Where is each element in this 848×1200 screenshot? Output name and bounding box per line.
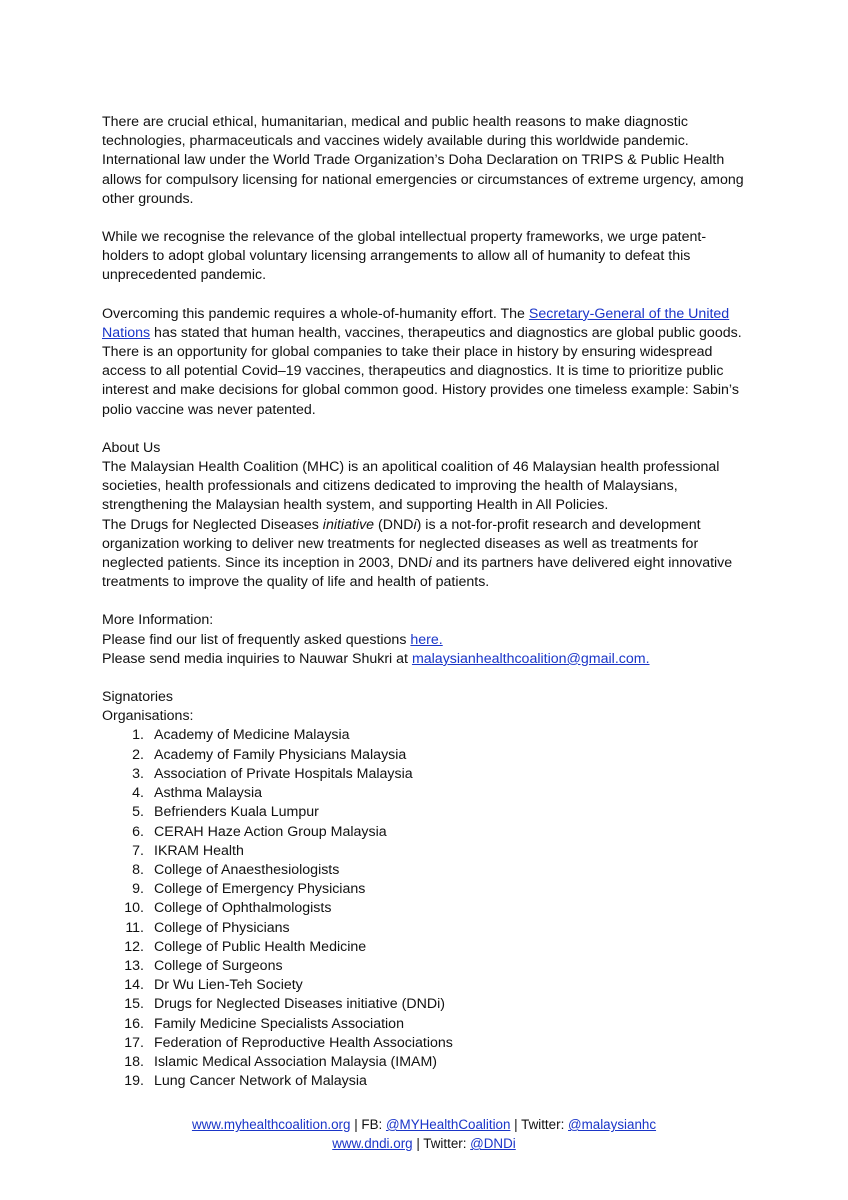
organisations-list — [102, 726, 752, 1091]
text-italic: initiative — [322, 516, 375, 533]
text: is a not-for-profit research and development organization working to deliver new treatments for neglected diseases as well as treatments for neglected patients. Since its inception in 2003, DND — [102, 516, 701, 572]
paragraph-ethical-reasons: There are crucial ethical, humanitarian, medical and public health reasons to make diagnostic technologies, pharmaceuticals and vaccines widely available during this worldwide pandemic. International law under the World Trade Organization’s Doha Declaration on TRIPS & Public Health allows for compulsory licensing for national emergencies or circumstances of extreme urgency, among other grounds. — [102, 114, 744, 207]
list-number: 18. — [124, 1053, 144, 1070]
list-item — [102, 899, 752, 918]
list-number: 6. — [132, 823, 144, 840]
faq-line — [102, 631, 752, 650]
text: ) — [416, 516, 422, 533]
list-number: 1. — [132, 727, 144, 744]
paragraph-global-goods — [102, 305, 752, 420]
list-number: 11. — [125, 919, 144, 936]
media-line — [102, 650, 752, 669]
organisation-name: Family Medicine Specialists Association — [154, 1015, 404, 1032]
list-item — [102, 1034, 752, 1053]
text: The — [102, 516, 131, 533]
dndi-site-link[interactable]: www.dndi.org — [332, 1136, 413, 1151]
list-item — [102, 976, 752, 995]
organisation-name: Academy of Medicine Malaysia — [154, 727, 350, 744]
list-number: 16. — [124, 1015, 144, 1032]
list-item — [102, 746, 752, 765]
list-item — [102, 784, 752, 803]
twitter-mhc-link[interactable]: @malaysianhc — [568, 1117, 657, 1132]
organisation-name: Dr Wu Lien-Teh Society — [154, 977, 303, 994]
list-number: 17. — [124, 1034, 144, 1051]
list-number: 15. — [124, 996, 144, 1013]
list-item — [102, 1072, 752, 1091]
list-item — [102, 938, 752, 957]
list-number: 10. — [124, 900, 144, 917]
list-number: 8. — [132, 861, 144, 878]
list-item — [102, 765, 752, 784]
organisation-name: College of Ophthalmologists — [154, 900, 332, 917]
footer-line-2 — [0, 1134, 848, 1153]
organisation-name: Asthma Malaysia — [154, 785, 263, 802]
organisation-name: College of Emergency Physicians — [154, 881, 366, 898]
organisation-name: IKRAM Health — [154, 842, 244, 859]
organisation-name: College of Physicians — [154, 919, 290, 936]
list-number: 12. — [124, 938, 144, 955]
organisation-name: Drugs for Neglected Diseases initiative (DNDi) — [154, 996, 445, 1013]
list-number: 13. — [124, 957, 144, 974]
signatories-heading: Signatories — [102, 689, 173, 706]
email-link[interactable]: malaysianhealthcoalition@gmail.com. — [411, 650, 650, 667]
text: Drugs for Neglected Diseases — [130, 516, 323, 533]
text: The — [102, 459, 131, 476]
facebook-link[interactable]: @MYHealthCoalition — [385, 1117, 511, 1132]
list-number: 2. — [132, 746, 144, 763]
text: is an apolitical coalition of 46 Malaysian health professional societies, health professionals and citizens dedicated to improving the health of Malaysians, strengthening the Malaysian health system, and supporting Health in All Policies. — [102, 459, 720, 514]
faq-link[interactable]: here. — [410, 631, 443, 648]
mhc-description — [102, 458, 752, 516]
list-number: 9. — [132, 881, 144, 898]
page-footer — [0, 1115, 848, 1153]
separator: | Twitter: — [412, 1136, 471, 1151]
list-item — [102, 1015, 752, 1034]
text: and its partners have delivered eight innovative treatments to improve the quality of life and health of patients. — [102, 555, 733, 591]
organisation-name: Islamic Medical Association Malaysia (IMAM) — [154, 1053, 438, 1070]
list-item — [102, 1053, 752, 1072]
text-italic: i — [413, 516, 417, 533]
list-item — [102, 995, 752, 1014]
organisation-name: CERAH Haze Action Group Malaysia — [154, 823, 387, 840]
dndi-name — [130, 517, 421, 533]
list-number: 3. — [132, 765, 144, 782]
organisation-name: Federation of Reproductive Health Associations — [154, 1034, 453, 1051]
list-number: 7. — [132, 842, 144, 859]
un-secretary-general-link[interactable]: Secretary-General of the United Nations — [102, 305, 730, 341]
list-item — [102, 803, 752, 822]
separator: | FB: — [350, 1117, 386, 1132]
paragraph-text: has stated that human health, vaccines, therapeutics and diagnostics are global public goods. There is an opportunity for global companies to take their place in history by ensuring widespread access to all potential Covid–19 vaccines, therapeutics and diagnostics. It is time to prioritize public interest and make decisions for global common good. History provides one timeless example: Sabin’s polio vaccine was never patented. — [102, 324, 742, 418]
organisation-name: College of Surgeons — [154, 957, 283, 974]
list-number: 5. — [132, 804, 144, 821]
list-item — [102, 861, 752, 880]
mhc-name: Malaysian Health Coalition (MHC) — [130, 459, 345, 476]
organisation-name: Academy of Family Physicians Malaysia — [154, 746, 407, 763]
list-item — [102, 823, 752, 842]
list-number: 19. — [124, 1073, 144, 1090]
separator: | Twitter: — [510, 1117, 569, 1132]
list-item — [102, 919, 752, 938]
myhealthcoalition-link[interactable]: www.myhealthcoalition.org — [191, 1117, 351, 1132]
organisation-name: Association of Private Hospitals Malaysia — [154, 765, 413, 782]
organisation-name: Lung Cancer Network of Malaysia — [154, 1073, 367, 1090]
list-item — [102, 880, 752, 899]
list-number: 4. — [132, 785, 144, 802]
paragraph-licensing-urge: While we recognise the relevance of the global intellectual property frameworks, we urge patent-holders to adopt global voluntary licensing arrangements to allow all of humanity to defeat this unprecedented pandemic. — [102, 229, 707, 284]
text: Please send media inquiries to Nauwar Shukri at — [102, 650, 412, 667]
paragraph-text: Overcoming this pandemic requires a whole-of-humanity effort. The — [102, 305, 529, 322]
footer-line-1 — [0, 1115, 848, 1134]
organisation-name: College of Public Health Medicine — [154, 938, 367, 955]
text-italic: i — [428, 555, 432, 572]
list-item — [102, 957, 752, 976]
organisation-name: College of Anaesthesiologists — [154, 861, 340, 878]
about-us-heading: About Us — [102, 439, 161, 456]
organisations-subheading: Organisations: — [102, 708, 194, 725]
more-information-heading: More Information: — [102, 612, 214, 629]
dndi-description — [102, 516, 752, 593]
text: Please find our list of frequently asked questions — [102, 631, 411, 648]
list-item — [102, 726, 752, 745]
list-item — [102, 842, 752, 861]
twitter-dndi-link[interactable]: @DNDi — [470, 1136, 516, 1151]
list-number: 14. — [124, 977, 144, 994]
text: (DND — [374, 516, 414, 533]
organisation-name: Befrienders Kuala Lumpur — [154, 804, 319, 821]
document-body — [102, 113, 752, 1091]
